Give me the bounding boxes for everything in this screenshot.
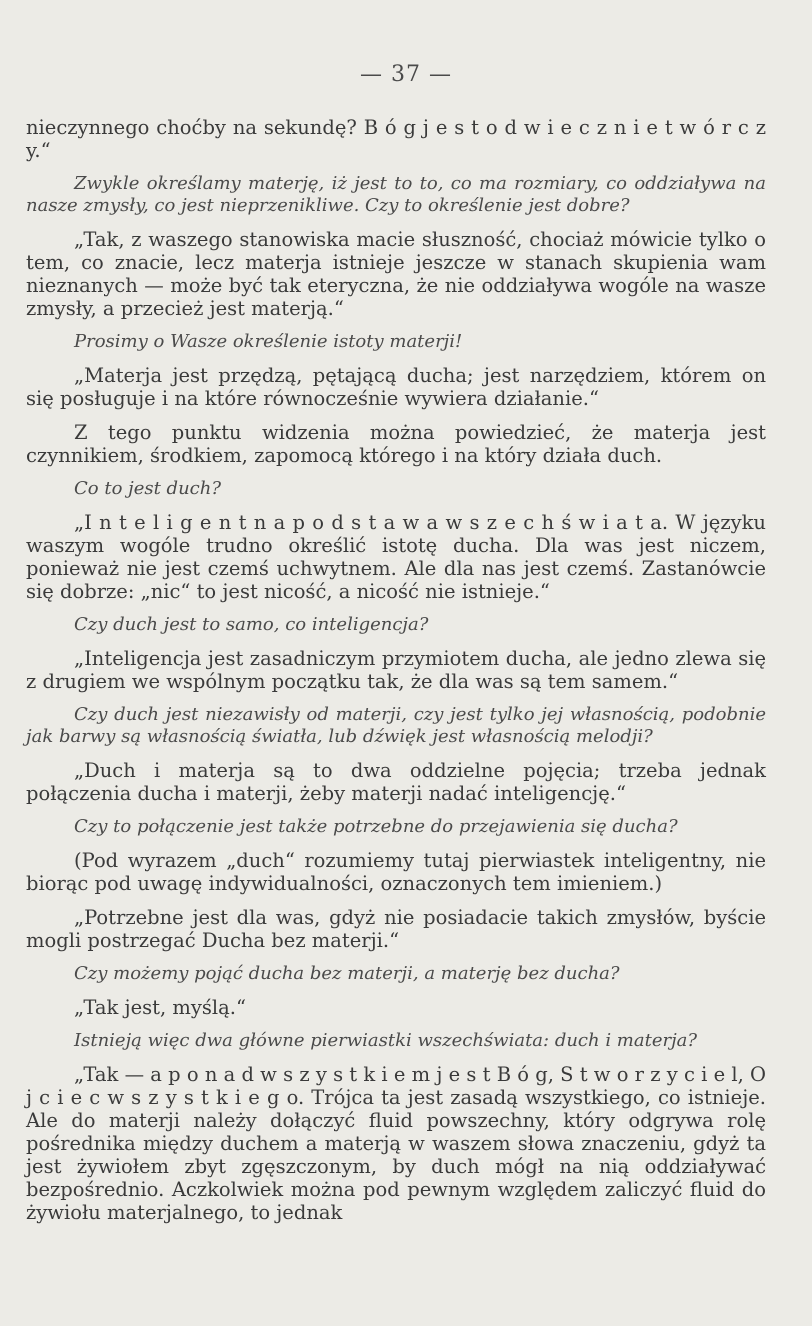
question-paragraph: Czy duch jest niezawisły od materji, czy jest tylko jej własnością, podobnie jak barwy są własnością światła, lub dźwięk jest własnością melodji? (26, 704, 766, 747)
answer-paragraph: nieczynnego choćby na sekundę? B ó g j e s t o d w i e c z n i e t w ó r c z y.“ (26, 116, 766, 162)
answer-paragraph: Z tego punktu widzenia można powiedzieć, że materja jest czynnikiem, środkiem, zapomocą którego i na który działa duch. (26, 421, 766, 467)
question-paragraph: Istnieją więc dwa główne pierwiastki wszechświata: duch i materja? (74, 1030, 698, 1051)
question-paragraph: Prosimy o Wasze określenie istoty materji! (74, 331, 463, 352)
question-paragraph: Czy możemy pojąć ducha bez materji, a materję bez ducha? (74, 963, 620, 984)
answer-paragraph: „Materja jest przędzą, pętającą ducha; jest narzędziem, którem on się posługuje i na które równocześnie wywiera działanie.“ (26, 364, 766, 410)
answer-paragraph: (Pod wyrazem „duch“ rozumiemy tutaj pierwiastek inteligentny, nie biorąc pod uwagę indywidualności, oznaczonych tem imieniem.) (26, 849, 766, 895)
answer-paragraph: „I n t e l i g e n t n a p o d s t a w a w s z e c h ś w i a t a. W języku waszym wogóle trudno określić istotę ducha. Dla was jest niczem, ponieważ nie jest czemś uchwytnem. Ale dla nas jest czemś. Zastanówcie się dobrze: „nic“ to jest nicość, a nicość nie istnieje.“ (26, 511, 766, 603)
answer-paragraph: „Potrzebne jest dla was, gdyż nie posiadacie takich zmysłów, byście mogli postrzegać Ducha bez materji.“ (26, 906, 766, 952)
page-number: — 37 — (360, 62, 452, 87)
answer-paragraph: „Tak — a p o n a d w s z y s t k i e m j e s t B ó g, S t w o r z y c i e l, O j c i e c w s z y s t k i e g o. Trójca ta jest zasadą wszystkiego, co istnieje. Ale do materji należy dołączyć fluid powszechny, który odgrywa rolę pośrednika między duchem a materją w waszem słowa znaczeniu, gdyż ta jest żywiołem zbyt zgęszczonym, by duch mógł na nią oddziaływać bezpośrednio. Aczkolwiek można pod pewnym względem zaliczyć fluid do żywiołu materjalnego, to jednak (26, 1063, 766, 1224)
answer-paragraph: „Inteligencja jest zasadniczym przymiotem ducha, ale jedno zlewa się z drugiem we wspólnym początku tak, że dla was są tem samem.“ (26, 647, 766, 693)
answer-paragraph: „Duch i materja są to dwa oddzielne pojęcia; trzeba jednak połączenia ducha i materji, żeby materji nadać inteligencję.“ (26, 759, 766, 805)
page-body (26, 116, 766, 1235)
answer-paragraph: „Tak jest, myślą.“ (74, 996, 246, 1019)
question-paragraph: Czy duch jest to samo, co inteligencja? (74, 614, 429, 635)
question-paragraph: Co to jest duch? (74, 478, 221, 499)
question-paragraph: Zwykle określamy materję, iż jest to to, co ma rozmiary, co oddziaływa na nasze zmysły, co jest nieprzenikliwe. Czy to określenie jest dobre? (26, 173, 766, 216)
question-paragraph: Czy to połączenie jest także potrzebne do przejawienia się ducha? (74, 816, 678, 837)
answer-paragraph: „Tak, z waszego stanowiska macie słuszność, chociaż mówicie tylko o tem, co znacie, lecz materja istnieje jeszcze w stanach skupienia wam nieznanych — może być tak eteryczna, że nie oddziaływa wogóle na wasze zmysły, a przecież jest materją.“ (26, 228, 766, 320)
